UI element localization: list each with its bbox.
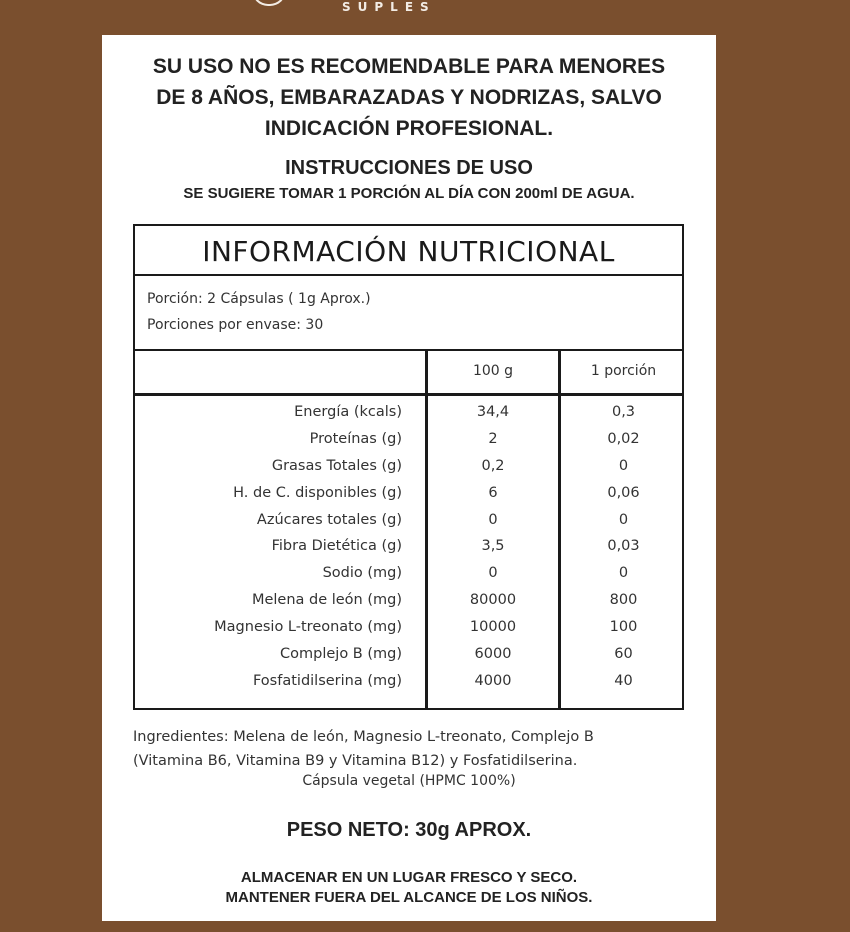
value-per-portion: 100: [609, 619, 638, 636]
table-row: [135, 404, 682, 431]
table-row: [135, 592, 682, 619]
value-per-portion: 0: [618, 511, 629, 528]
table-row: [135, 646, 682, 673]
nutrition-title: INFORMACIÓN NUTRICIONAL: [135, 226, 682, 276]
value-per-100g: 0: [488, 511, 498, 528]
nutrition-table: [133, 224, 684, 710]
table-row: [135, 619, 682, 646]
nutrient-name: Fosfatidilserina (mg): [252, 672, 402, 689]
nutrient-name: Magnesio L-treonato (mg): [214, 619, 402, 636]
table-row: [135, 565, 682, 592]
servings-per-container: Porciones por envase: 30: [147, 317, 324, 333]
nutrient-name: Sodio (mg): [322, 565, 402, 582]
capsule-info: Cápsula vegetal (HPMC 100%): [302, 773, 516, 789]
value-per-portion: 0: [618, 565, 629, 582]
warning-text: [102, 51, 716, 144]
nutrient-name: Melena de león (mg): [251, 592, 402, 609]
column-header-100g: 100 g: [472, 363, 514, 379]
table-row: [135, 673, 682, 700]
nutrient-name: Fibra Dietética (g): [271, 538, 402, 555]
storage-line-2: MANTENER FUERA DEL ALCANCE DE LOS NIÑOS.: [225, 889, 593, 906]
instructions-text: SE SUGIERE TOMAR 1 PORCIÓN AL DÍA CON 200ml DE AGUA.: [183, 185, 635, 202]
brand-logo-mark: [252, 0, 286, 6]
table-row: [135, 512, 682, 539]
warning-line-2: DE 8 AÑOS, EMBARAZADAS Y NODRIZAS, SALVO: [156, 86, 662, 109]
ingredients-line-1: Ingredientes: Melena de león, Magnesio L-treonato, Complejo B: [133, 729, 594, 745]
nutrient-name: Azúcares totales (g): [256, 511, 402, 528]
product-label: [102, 35, 716, 921]
value-per-portion: 0,02: [607, 430, 640, 447]
value-per-portion: 40: [614, 672, 633, 689]
storage-instructions: [102, 868, 716, 908]
value-per-portion: 60: [614, 646, 633, 663]
value-per-portion: 0: [618, 457, 629, 474]
nutrient-name: H. de C. disponibles (g): [233, 484, 402, 501]
value-per-portion: 0,06: [607, 484, 640, 501]
value-per-100g: 0: [488, 565, 498, 582]
value-per-portion: 0,3: [611, 404, 636, 420]
instructions-title: INSTRUCCIONES DE USO: [285, 157, 533, 179]
warning-line-1: SU USO NO ES RECOMENDABLE PARA MENORES: [152, 55, 666, 78]
nutrient-name: Energía (kcals): [294, 404, 402, 420]
table-row: [135, 431, 682, 458]
column-header-row: [135, 349, 682, 396]
nutrient-name: Grasas Totales (g): [271, 457, 402, 474]
value-per-portion: 0,03: [607, 538, 640, 555]
column-header-portion: 1 porción: [590, 363, 657, 379]
table-row: [135, 485, 682, 512]
net-weight: PESO NETO: 30g APROX.: [286, 819, 532, 841]
storage-line-1: ALMACENAR EN UN LUGAR FRESCO Y SECO.: [240, 869, 578, 886]
value-per-100g: 34,4: [476, 404, 510, 420]
value-per-100g: 80000: [469, 592, 517, 609]
nutrition-rows: [135, 404, 682, 700]
ingredients-line-2: (Vitamina B6, Vitamina B9 y Vitamina B12) y Fosfatidilserina.: [133, 753, 578, 769]
value-per-100g: 0,2: [481, 457, 505, 474]
serving-size: Porción: 2 Cápsulas ( 1g Aprox.): [147, 291, 371, 307]
value-per-100g: 3,5: [481, 538, 505, 555]
value-per-100g: 6000: [474, 646, 512, 663]
serving-info: [147, 286, 371, 338]
value-per-100g: 2: [488, 430, 498, 447]
nutrient-name: Proteínas (g): [309, 430, 402, 447]
value-per-100g: 4000: [474, 672, 512, 689]
warning-line-3: INDICACIÓN PROFESIONAL.: [264, 117, 554, 140]
brand-name: SUPLES: [342, 0, 436, 14]
value-per-portion: 800: [609, 592, 638, 609]
nutrient-name: Complejo B (mg): [280, 646, 402, 663]
ingredients: [133, 725, 693, 773]
value-per-100g: 10000: [469, 619, 517, 636]
table-row: [135, 538, 682, 565]
value-per-100g: 6: [488, 484, 498, 501]
table-row: [135, 458, 682, 485]
